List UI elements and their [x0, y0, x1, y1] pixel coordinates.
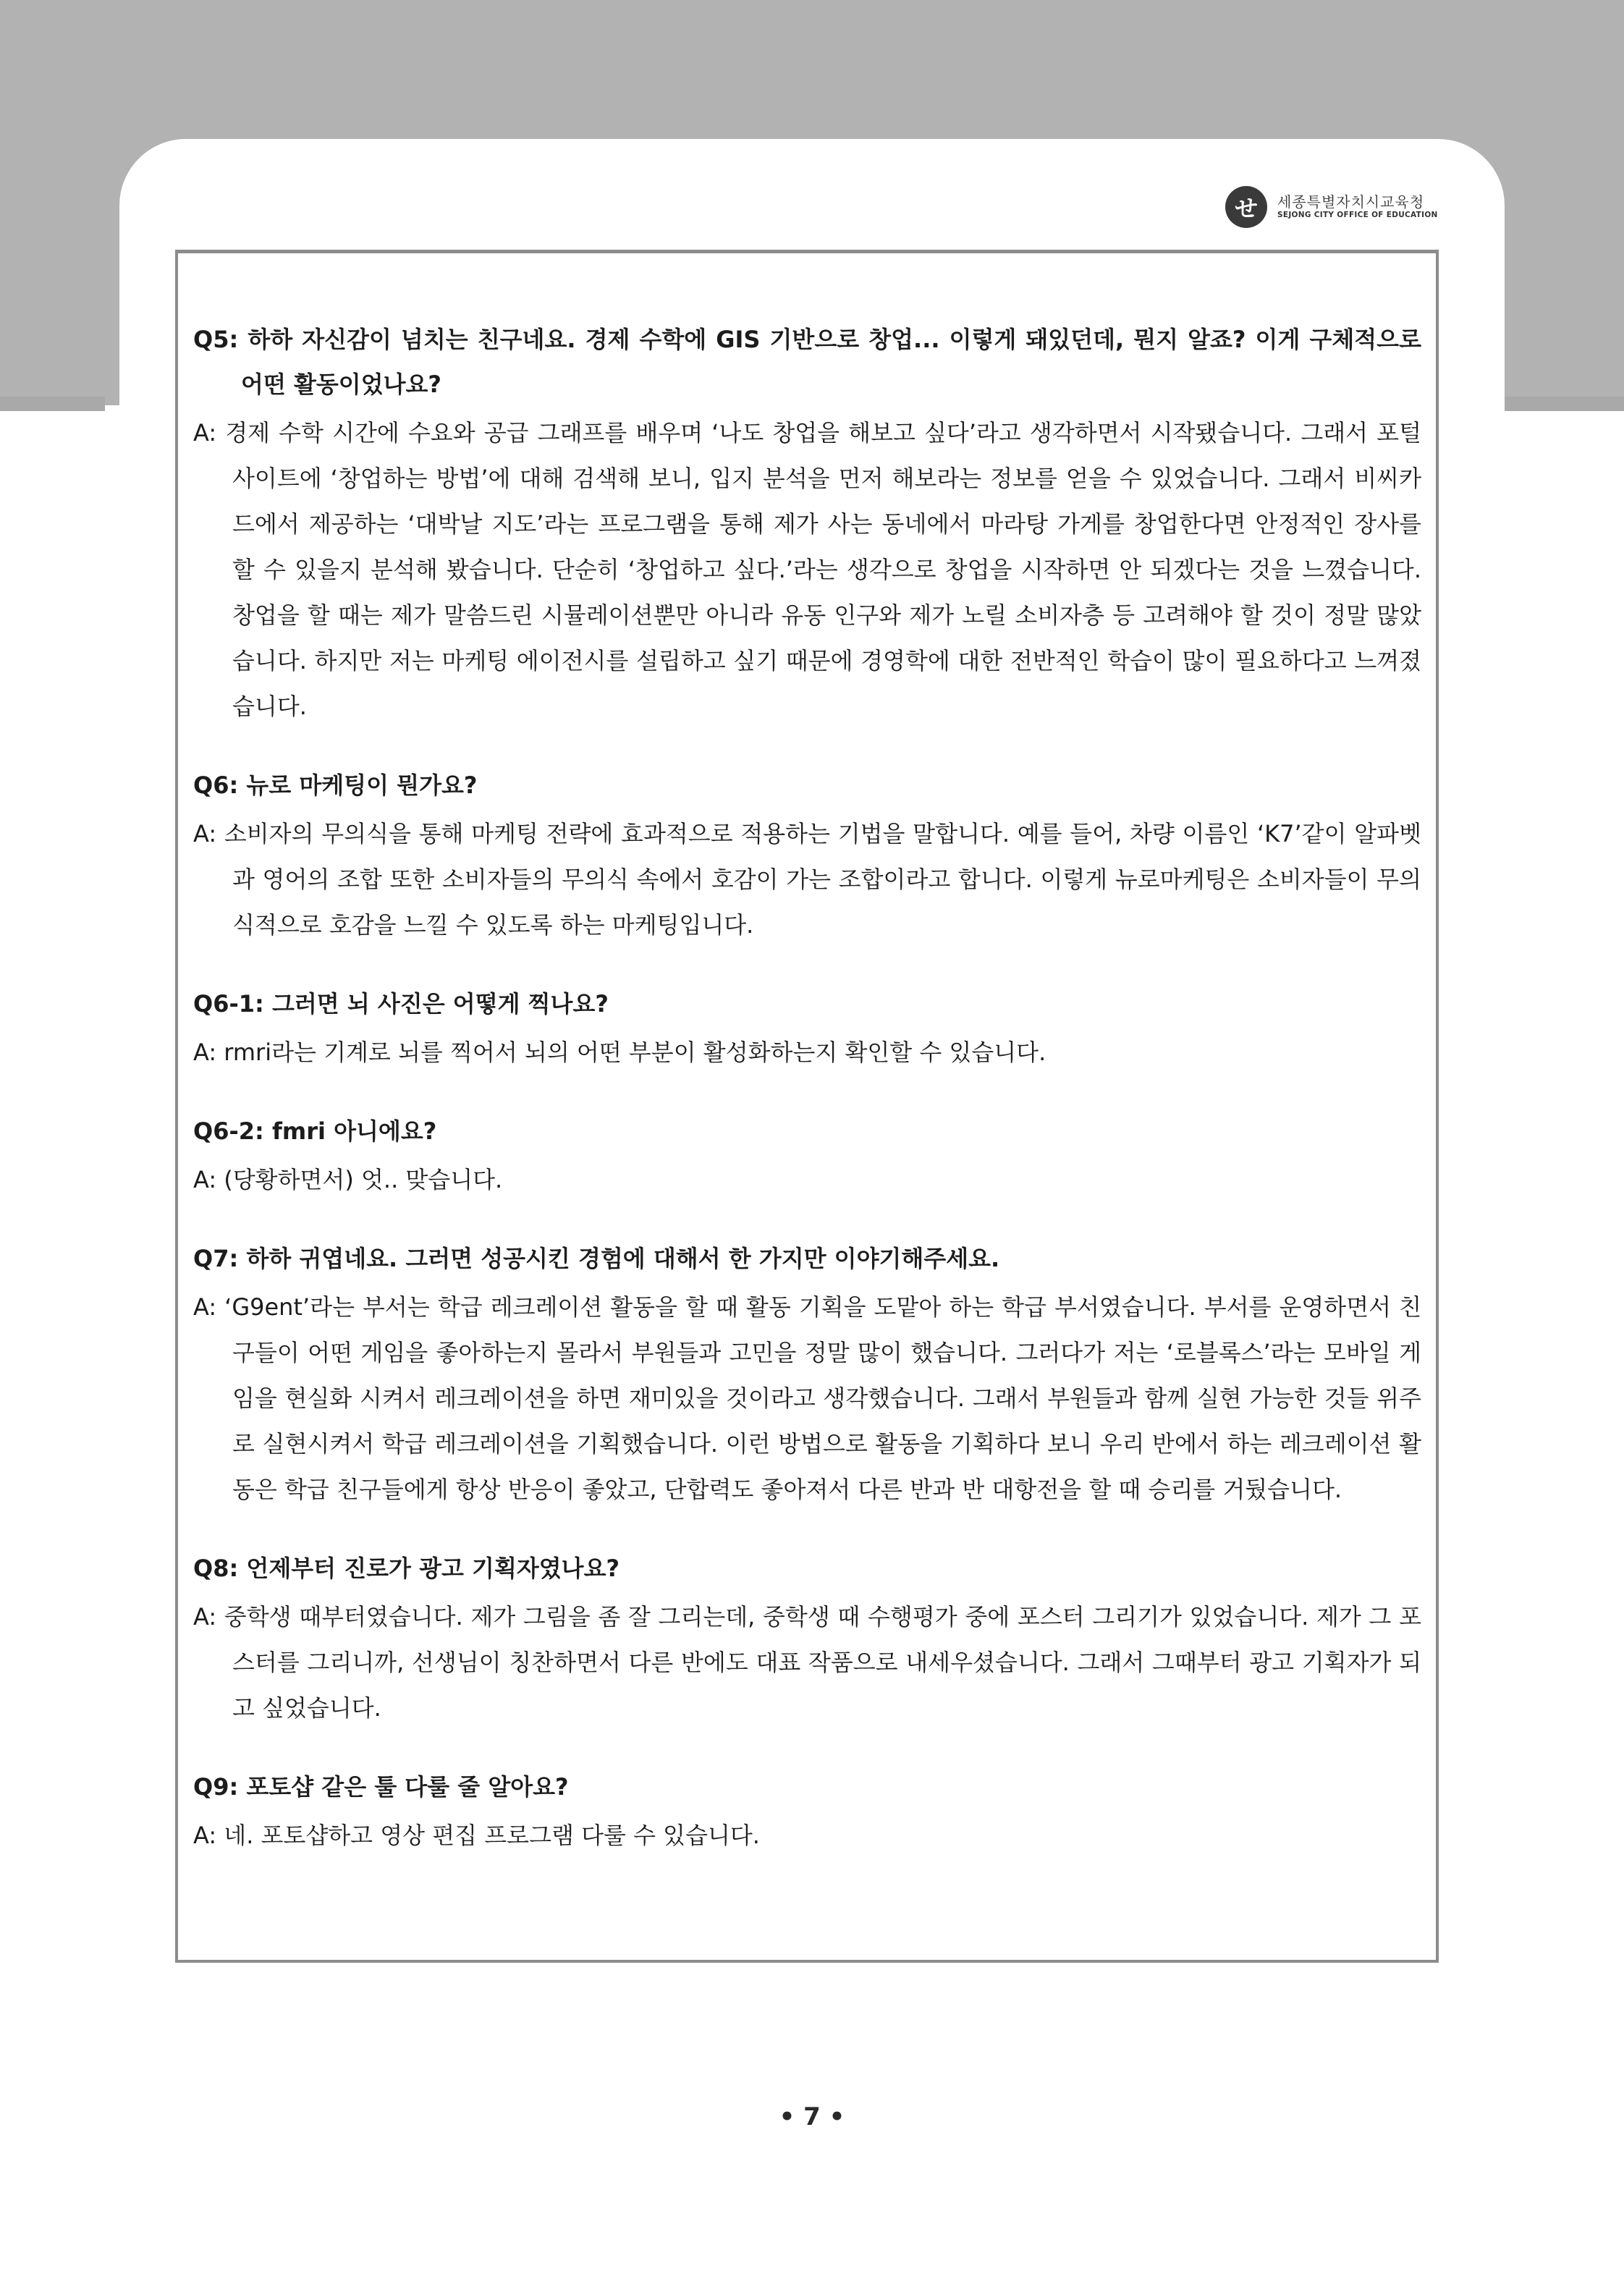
logo-name-en: SEJONG CITY OFFICE OF EDUCATION: [1277, 211, 1438, 220]
qa-item-q6-1: [193, 981, 1421, 1075]
qa-item-q6-2: [193, 1109, 1421, 1203]
qa-item-q5: [193, 317, 1421, 730]
answer: A: 네. 포토샵하고 영상 편집 프로그램 다룰 수 있습니다.: [193, 1822, 760, 1849]
sejong-education-logo: [1225, 185, 1438, 229]
logo-name-kr: 세종특별자치시교육청: [1277, 193, 1425, 211]
question: Q6-2: fmri 아니에요?: [193, 1117, 437, 1145]
qa-item-q8: [193, 1546, 1421, 1731]
decorative-stripe-right: [1505, 397, 1624, 411]
qa-item-q9: [193, 1764, 1421, 1859]
answer: A: 소비자의 무의식을 통해 마케팅 전략에 효과적으로 적용하는 기법을 말합니다. 예를 들어, 차량 이름인 ‘K7’같이 알파벳과 영어의 조합 또한 소비자들의 무의식 속에서 호감이 가는 조합이라고 합니다. 이렇게 뉴로마케팅은 소비자들이 무의식적으로 호감을 느낄 수 있도록 하는 마케팅입니다.: [193, 820, 1421, 939]
question: Q5: 하하 자신감이 넘치는 친구네요. 경제 수학에 GIS 기반으로 창업... 이렇게 돼있던데, 뭔지 알죠? 이게 구체적으로 어떤 활동이었나요?: [193, 326, 1421, 398]
sejong-emblem-icon: せ: [1225, 186, 1267, 228]
answer: A: 중학생 때부터였습니다. 제가 그림을 좀 잘 그리는데, 중학생 때 수행평가 중에 포스터 그리기가 있었습니다. 제가 그 포스터를 그리니까, 선생님이 칭찬하면서 다른 반에도 대표 작품으로 내세우셨습니다. 그래서 그때부터 광고 기획자가 되고 싶었습니다.: [193, 1603, 1421, 1722]
decorative-stripe-left: [0, 397, 105, 411]
question: Q9: 포토샵 같은 툴 다룰 줄 알아요?: [193, 1773, 569, 1801]
answer: A: (당황하면서) 엇.. 맞습니다.: [193, 1166, 503, 1193]
question: Q6: 뉴로 마케팅이 뭔가요?: [193, 771, 478, 799]
qa-item-q6: [193, 763, 1421, 948]
answer: A: rmri라는 기계로 뇌를 찍어서 뇌의 어떤 부분이 활성화하는지 확인할 수 있습니다.: [193, 1039, 1046, 1066]
page-number: • 7 •: [779, 2102, 845, 2131]
question: Q8: 언제부터 진로가 광고 기획자였나요?: [193, 1555, 620, 1582]
interview-box: [175, 250, 1439, 1963]
question: Q6-1: 그러면 뇌 사진은 어떻게 찍나요?: [193, 990, 609, 1018]
logo-text: [1277, 194, 1438, 219]
question: Q7: 하하 귀엽네요. 그러면 성공시킨 경험에 대해서 한 가지만 이야기해주세요.: [193, 1245, 1000, 1272]
answer: A: ‘G9ent’라는 부서는 학급 레크레이션 활동을 할 때 활동 기획을 도맡아 하는 학급 부서였습니다. 부서를 운영하면서 친구들이 어떤 게임을 좋아하는지 몰라서 부원들과 고민을 정말 많이 했습니다. 그러다가 저는 ‘로블록스’라는 모바일 게임을 현실화 시켜서 레크레이션을 하면 재미있을 것이라고 생각했습니다. 그래서 부원들과 함께 실현 가능한 것들 위주로 실현시켜서 학급 레크레이션을 기획했습니다. 이런 방법으로 활동을 기획하다 보니 우리 반에서 하는 레크레이션 활동은 학급 친구들에게 항상 반응이 좋았고, 단합력도 좋아져서 다른 반과 반 대항전을 할 때 승리를 거뒀습니다.: [193, 1293, 1421, 1503]
answer: A: 경제 수학 시간에 수요와 공급 그래프를 배우며 ‘나도 창업을 해보고 싶다’라고 생각하면서 시작됐습니다. 그래서 포털 사이트에 ‘창업하는 방법’에 대해 검색해 보니, 입지 분석을 먼저 해보라는 정보를 얻을 수 있었습니다. 그래서 비씨카드에서 제공하는 ‘대박날 지도’라는 프로그램을 통해 제가 사는 동네에서 마라탕 가게를 창업한다면 안정적인 장사를 할 수 있을지 분석해 봤습니다. 단순히 ‘창업하고 싶다.’라는 생각으로 창업을 시작하면 안 되겠다는 것을 느꼈습니다. 창업을 할 때는 제가 말씀드린 시뮬레이션뿐만 아니라 유동 인구와 제가 노릴 소비자층 등 고려해야 할 것이 정말 많았습니다. 하지만 저는 마케팅 에이전시를 설립하고 싶기 때문에 경영학에 대한 전반적인 학습이 많이 필요하다고 느껴졌습니다.: [193, 419, 1421, 720]
qa-item-q7: [193, 1236, 1421, 1513]
